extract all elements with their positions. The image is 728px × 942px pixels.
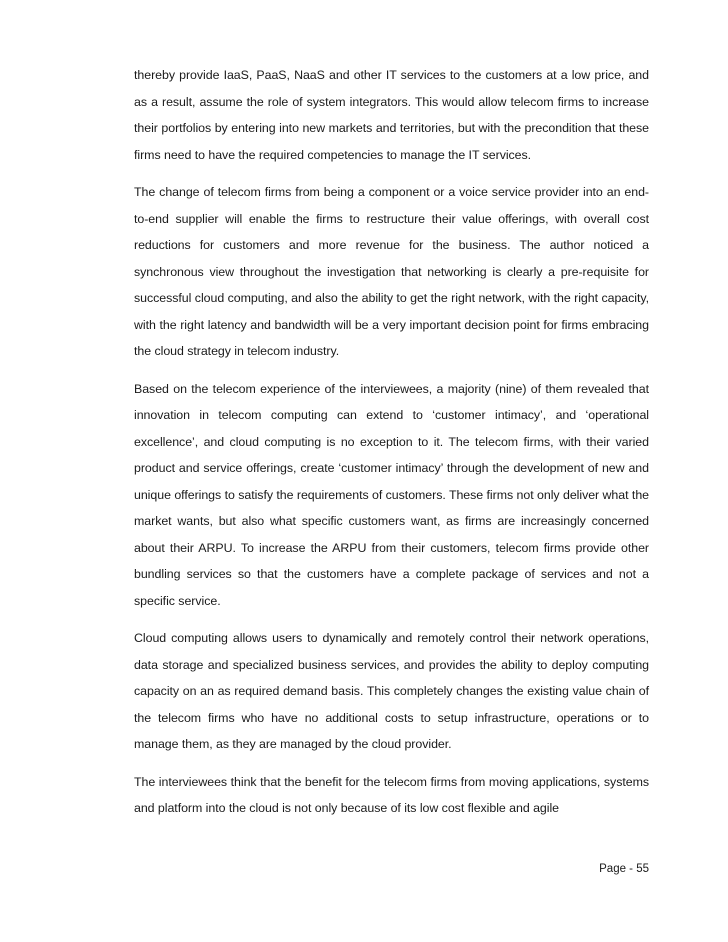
paragraph-3: Based on the telecom experience of the interviewees, a majority (nine) of them revealed that innovation in telecom computing can extend to ‘customer intimacy’, and ‘operational excellence’, and cloud computing is no exception to it. The telecom firms, with their varied product and service offerings, create ‘customer intimacy’ through the development of new and unique offerings to satisfy the requirements of customers. These firms not only deliver what the market wants, but also what specific customers want, as firms are increasingly concerned about their ARPU. To increase the ARPU from their customers, telecom firms provide other bundling services so that the customers have a complete package of services and not a specific service. [134,381,649,608]
page-number: Page - 55 [599,863,649,875]
paragraph-5: The interviewees think that the benefit for the telecom firms from moving applications, systems and platform into the cloud is not only because of its low cost flexible and agile [134,774,649,815]
document-body [134,62,649,833]
paragraph-2: The change of telecom firms from being a component or a voice service provider into an end-to-end supplier will enable the firms to restructure their value offerings, with overall cost reductions for customers and more revenue for the business. The author noticed a synchronous view throughout the investigation that networking is clearly a pre-requisite for successful cloud computing, and also the ability to get the right network, with the right capacity, with the right latency and bandwidth will be a very important decision point for firms embracing the cloud strategy in telecom industry. [134,185,649,358]
paragraph-1: thereby provide IaaS, PaaS, NaaS and other IT services to the customers at a low price, and as a result, assume the role of system integrators. This would allow telecom firms to increase their portfolios by entering into new markets and territories, but with the precondition that these firms need to have the required competencies to manage the IT services. [134,68,649,162]
paragraph-4: Cloud computing allows users to dynamically and remotely control their network operations, data storage and specialized business services, and provides the ability to deploy computing capacity on an as required demand basis. This completely changes the existing value chain of the telecom firms who have no additional costs to setup infrastructure, operations or to manage them, as they are managed by the cloud provider. [134,631,649,751]
